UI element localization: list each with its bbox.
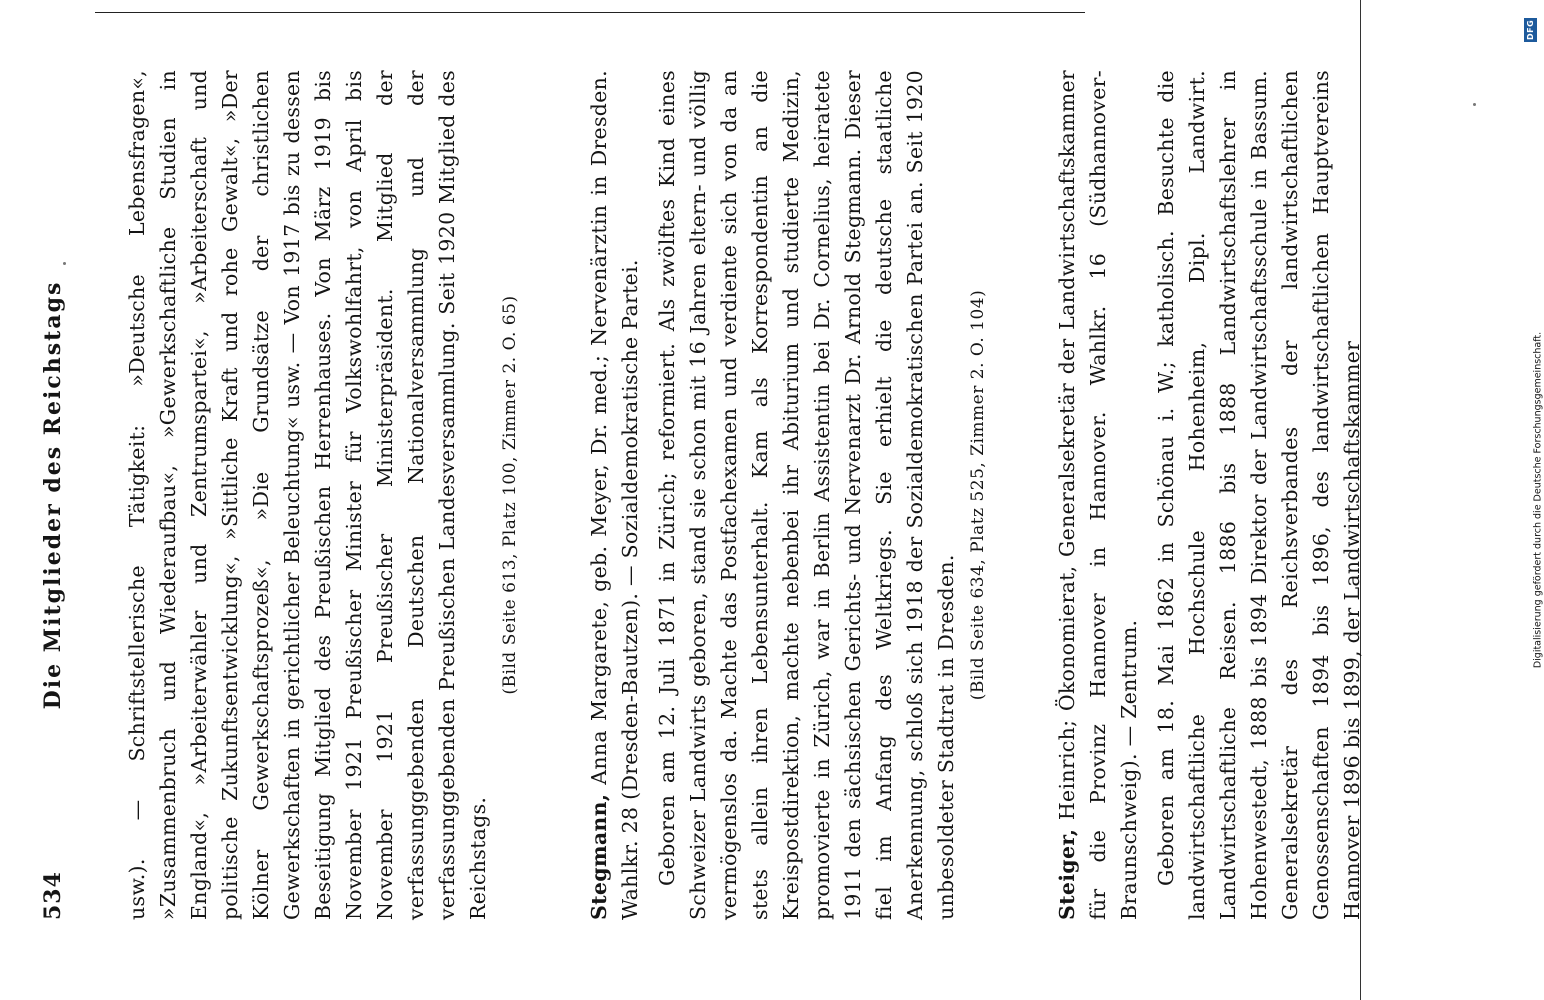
entry-intro-text: Anna Margarete, geb. Meyer, Dr. med.; Nervenärztin in Dresden. Wahlkr. 28 (Dresden-Bautzen). — Sozialdemokratische Partei. (587, 70, 642, 920)
page-number: 534 (40, 871, 66, 920)
picture-reference: (Bild Seite 634, Platz 525, Zimmer 2. O. 104) (968, 289, 988, 701)
page-header (40, 70, 80, 920)
entry-intro-text: Heinrich; Ökonomierat, Generalsekretär der Landwirtschaftskammer für die Provinz Hannover in Hannover. Wahlkr. 16 (Südhannover-Braunschweig). — Zentrum. (1055, 69, 1141, 920)
attribution-text: Digitalisierung gefördert durch die Deutsche Forschungsgemeinschaft. (1532, 331, 1544, 669)
page-body (40, 70, 1368, 920)
entry-name: Steiger, (1055, 828, 1079, 920)
picture-reference: (Bild Seite 613, Platz 100, Zimmer 2. O. 65) (500, 295, 520, 695)
running-head: Die Mitglieder des Reichstags (40, 280, 66, 710)
entry-intro (1052, 70, 1145, 920)
entry-name: Stegmann, (587, 793, 611, 920)
attribution-strip (1512, 0, 1544, 1000)
entry-biography: Geboren am 18. Mai 1862 in Schönau i. W.; katholisch. Besuchte die landwirtschaftliche Hochschule Hohenheim, Dipl. Landwirt. Landwirtschaftliche Reisen. 1886 bis 1888 Landwirtschaftslehrer in Hohenwestedt, 1888 bis 1894 Direktor der Landwirtschaftsschule in Bassum. Generalsekretär des Reichsverbandes der landwirtschaftlichen Genossenschaften 1894 bis 1896, des landwirtschaftlichen Hauptvereins Hannover 1896 bis 1899, der Landwirtschaftskammer (1154, 70, 1364, 920)
entry-biography: Geboren am 12. Juli 1871 in Zürich; reformiert. Als zwölftes Kind eines Schweizer Landwirts geboren, stand sie schon mit 16 Jahren eltern- und völlig vermögenslos da. Machte das Postfachexamen und verdiente sich von da an stets allein ihren Lebensunterhalt. Kam als Korrespondentin an die Kreispostdirektion, machte nebenbei ihr Abiturium und studierte Medizin, promovierte in Zürich, war in Berlin Assistentin bei Dr. Cornelius, heiratete 1911 den sächsischen Gerichts- und Nervenarzt Dr. Arnold Stegmann. Dieser fiel im Anfang des Weltkriegs. Sie erhielt die deutsche staatliche Anerkennung, schloß sich 1918 der Sozialdemokratischen Partei an. Seit 1920 unbesoldeter Stadtrat in Dresden. (655, 70, 958, 920)
scan-speck (63, 262, 66, 265)
scan-speck (1473, 103, 1476, 106)
entry-steiger (1052, 70, 1368, 920)
entry-intro (584, 70, 646, 920)
dfg-logo: DFG (1526, 19, 1535, 41)
entry-stegmann (584, 70, 992, 920)
continuation-text: usw.). — Schriftstellerische Tätigkeit: »Deutsche Lebensfragen«, »Zusammenbruch und Wiederaufbau«, »Gewerkschaftliche Studien in England«, »Arbeiterwähler und Zentrumspartei«, »Arbeiterschaft und politische Zukunftsentwicklung«, »Sittliche Kraft und rohe Gewalt«, »Der Kölner Gewerkschaftsprozeß«, »Die Grundsätze der christlichen Gewerkschaften in gerichtlicher Beleuchtung« usw. — Von 1917 bis zu dessen Beseitigung Mitglied des Preußischen Herrenhauses. Von März 1919 bis November 1921 Preußischer Minister für Volkswohlfahrt, von April bis November 1921 Preußischer Ministerpräsident. Mitglied der verfassunggebenden Deutschen Nationalversammlung und der verfassunggebenden Preußischen Landesversammlung. Seit 1920 Mitglied des Reichstags. (125, 70, 490, 920)
